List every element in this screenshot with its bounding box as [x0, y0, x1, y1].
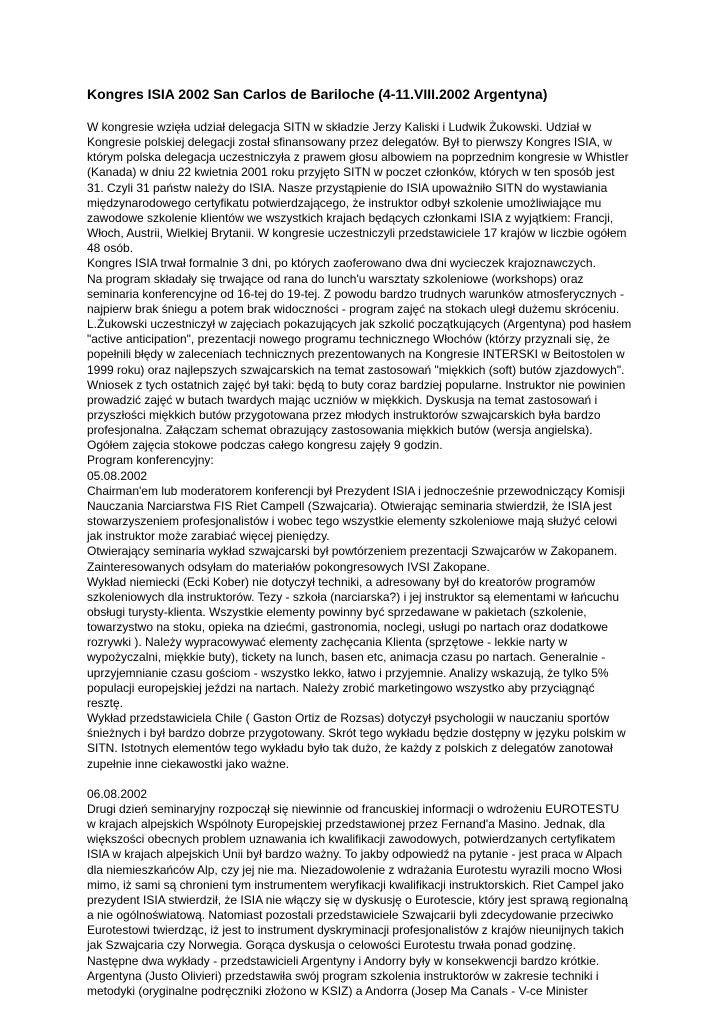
text-line: Włoch, Austrii, Wielkiej Brytanii. W kongresie uczestniczyli przedstawiciele 17 krajów w liczbie ogółem: [87, 226, 627, 241]
text-line: Eurotestowi twierdząc, iż jest to instrument dyskryminacji profesjonalistów z krajów nieunijnych takich: [87, 923, 624, 938]
text-line: Program konferencyjny:: [87, 453, 214, 468]
text-line: zawodowe szkolenie klientów we wszystkich krajach będących członkami ISIA z wyjątkiem: Francji,: [87, 210, 614, 225]
text-line: 31. Czyli 31 państw należy do ISIA. Nasze przystąpienie do ISIA upoważniło SITN do wystawiania: [87, 180, 608, 195]
text-line: Chairman'em lub moderatorem konferencji był Prezydent ISIA i jednocześnie przewodniczący Komisji: [87, 483, 625, 498]
text-line: 48 osób.: [87, 241, 134, 256]
text-line: Nauczania Narciarstwa FIS Riet Campell (Szwajcaria). Otwierając seminaria stwierdził, że ISIA jest: [87, 498, 612, 513]
text-line: resztę.: [87, 695, 124, 710]
text-line: towarzystwo na stoku, opieka na dziećmi, gastronomia, noclegi, usługi po nartach oraz dodatkowe: [87, 620, 608, 635]
text-line: ISIA w krajach alpejskich Unii był bardzo ważny. To jakby odpowiedź na pytanie - jest praca w Alpach: [87, 847, 623, 862]
text-line: metodyki (oryginalne podręczniki złożono w KSIZ) a Andorra (Josep Ma Canals - V-ce Minister: [87, 983, 588, 998]
text-line: mimo, iż sami są chronieni tym instrumentem weryfikacji kwalifikacji instruktorskich. Riet Campel jako: [87, 877, 624, 892]
text-line: seminaria konferencyjne od 16-tej do 19-tej. Z powodu bardzo trudnych warunków atmosferycznych -: [87, 286, 624, 301]
text-line: Wniosek z tych ostatnich zajęć był taki: będą to buty coraz bardziej popularne. Instruktor nie powinien: [87, 377, 626, 392]
text-line: 1999 roku) oraz najlepszych szwajcarskich na temat zastosowań "miękkich (soft) butów zjazdowych".: [87, 362, 625, 377]
text-line: Ogółem zajęcia stokowe podczas całego kongresu zajęły 9 godzin.: [87, 438, 443, 453]
text-line: Wykład niemiecki (Ecki Kober) nie dotyczył techniki, a adresowany był do kreatorów programów: [87, 574, 596, 589]
text-line: (Kanada) w dniu 22 kwietnia 2001 roku przyjęto SITN w poczet członków, których w ten sposób jest: [87, 165, 615, 180]
document-body: [87, 120, 647, 999]
text-line: uprzyjemnianie czasu gościom - wszystko lekko, łatwo i przyjemnie. Analizy wskazują, że tylko 5%: [87, 665, 609, 680]
text-line: 06.08.2002: [87, 786, 148, 801]
text-line: śnieżnych i był bardzo dobrze przygotowany. Skrót tego wykładu będzie dostępny w języku polskim w: [87, 726, 626, 741]
text-line: prowadzić zajęć w butach twardych mając uczniów w miękkich. Dyskusja na temat zastosowań i: [87, 392, 598, 407]
text-line: wypożyczalni, miękkie buty), tickety na lunch, basen etc, animacja czasu po nartach. Generalnie -: [87, 650, 606, 665]
text-line: profesjonalna. Załączam schemat obrazujący zastosowania miękkich butów (wersja angielska).: [87, 423, 593, 438]
text-line: a nie ogólnoświatową. Natomiast pozostali przedstawiciele Szwajcarii byli zdecydowanie przeciwko: [87, 908, 614, 923]
text-line: prezydent ISIA stwierdził, że ISIA nie włączy się w dyskusję o Eurotescie, który jest sprawą regionalną: [87, 892, 628, 907]
text-line: 05.08.2002: [87, 468, 148, 483]
document-title: Kongres ISIA 2002 San Carlos de Bariloche (4-11.VIII.2002 Argentyna): [87, 86, 548, 102]
text-line: jak Szwajcaria czy Norwegia. Gorąca dyskusja o celowości Eurotestu trwała ponad godzinę.: [87, 938, 576, 953]
text-line: populacji europejskiej jeździ na nartach. Należy zrobić marketingowo wszystko aby przyciągnąć: [87, 680, 595, 695]
text-line: Drugi dzień seminaryjny rozpoczął się niewinnie od francuskiej informacji o wdrożeniu EUROTESTU: [87, 802, 620, 817]
text-line: zupełnie inne ciekawostki jako ważne.: [87, 756, 290, 771]
text-line: Kongresie polskiej delegacji został sfinansowany przez delegatów. Był to pierwszy Kongres ISIA, w: [87, 135, 612, 150]
text-line: Otwierający seminaria wykład szwajcarski był powtórzeniem prezentacji Szwajcarów w Zakopanem.: [87, 544, 618, 559]
text-line: większości obecnych problem uznawania ich kwalifikacji zawodowych, potwierdzanych certyfikatem: [87, 832, 616, 847]
text-line: rozrywki ). Należy wypracowywać elementy zachęcania Klienta (sprzętowe - lekkie narty w: [87, 635, 568, 650]
text-line: Następne dwa wykłady - przedstawicieli Argentyny i Andorry były w konsekwencji bardzo krótkie.: [87, 953, 600, 968]
text-line: dla niemieszkańców Alp, czy jej nie ma. Niezadowolenie z wdrażania Eurotestu wyrazili mocno Włosi: [87, 862, 622, 877]
text-line: Argentyna (Justo Olivieri) przedstawiła swój program szkolenia instruktorów w zakresie techniki i: [87, 968, 599, 983]
text-line: najpierw brak śniegu a potem brak widoczności - program zajęć na stokach uległ dużemu skróceniu.: [87, 301, 620, 316]
text-line: "active anticipation", prezentacji nowego programu technicznego Włochów (którzy przyznali się, że: [87, 332, 610, 347]
text-line: obsługi turysty-klienta. Wszystkie elementy powinny być sprzedawane w pakietach (szkolenie,: [87, 605, 587, 619]
text-line: Zainteresowanych odsyłam do materiałów pokongresowych IVSI Zakopane.: [87, 559, 490, 574]
text-line: jak instruktor może zarabiać więcej pieniędzy.: [87, 529, 330, 544]
text-line: w krajach alpejskich Wspólnoty Europejskiej przedstawionej przez Fernand'a Masino. Jednak, dla: [87, 817, 605, 832]
text-line: przyszłości miękkich butów przygotowana przez młodych instruktorów szwajcarskich była bardzo: [87, 407, 601, 422]
text-line: Wykład przedstawiciela Chile ( Gaston Ortiz de Rozsas) dotyczył psychologii w nauczaniu sportów: [87, 711, 610, 726]
text-line: SITN. Istotnych elementów tego wykładu było tak dużo, że każdy z polskich z delegatów zanotował: [87, 741, 613, 756]
text-line: popełnili błędy w zaleceniach technicznych prezentowanych na Kongresie INTERSKI w Beitostolen w: [87, 347, 625, 362]
text-line: szkoleniowych dla instruktorów. Tezy - szkoła (narciarska?) i jej instruktor są elementami w łańcuchu: [87, 589, 619, 604]
text-line: Na program składały się trwające od rana do lunch'u warsztaty szkoleniowe (workshops) oraz: [87, 271, 584, 286]
text-line: którym polska delegacja uczestniczyła z prawem głosu albowiem na poprzednim kongresie w Whistler: [87, 150, 629, 165]
text-line: L.Żukowski uczestniczył w zajęciach pokazujących jak szkolić początkujących (Argentyna) pod hasłem: [87, 317, 632, 332]
text-line: W kongresie wzięła udział delegacja SITN w składzie Jerzy Kaliski i Ludwik Żukowski. Udział w: [87, 120, 592, 134]
text-line: Kongres ISIA trwał formalnie 3 dni, po których zaoferowano dwa dni wycieczek krajoznawczych.: [87, 256, 596, 271]
text-line: stowarzyszeniem profesjonalistów i wobec tego wszystkie elementy szkoleniowe mają służyć celowi: [87, 514, 618, 529]
blank-line: [87, 772, 647, 787]
text-line: międzynarodowego certyfikatu potwierdzającego, że instruktor odbył szkolenie umożliwiające mu: [87, 195, 602, 210]
